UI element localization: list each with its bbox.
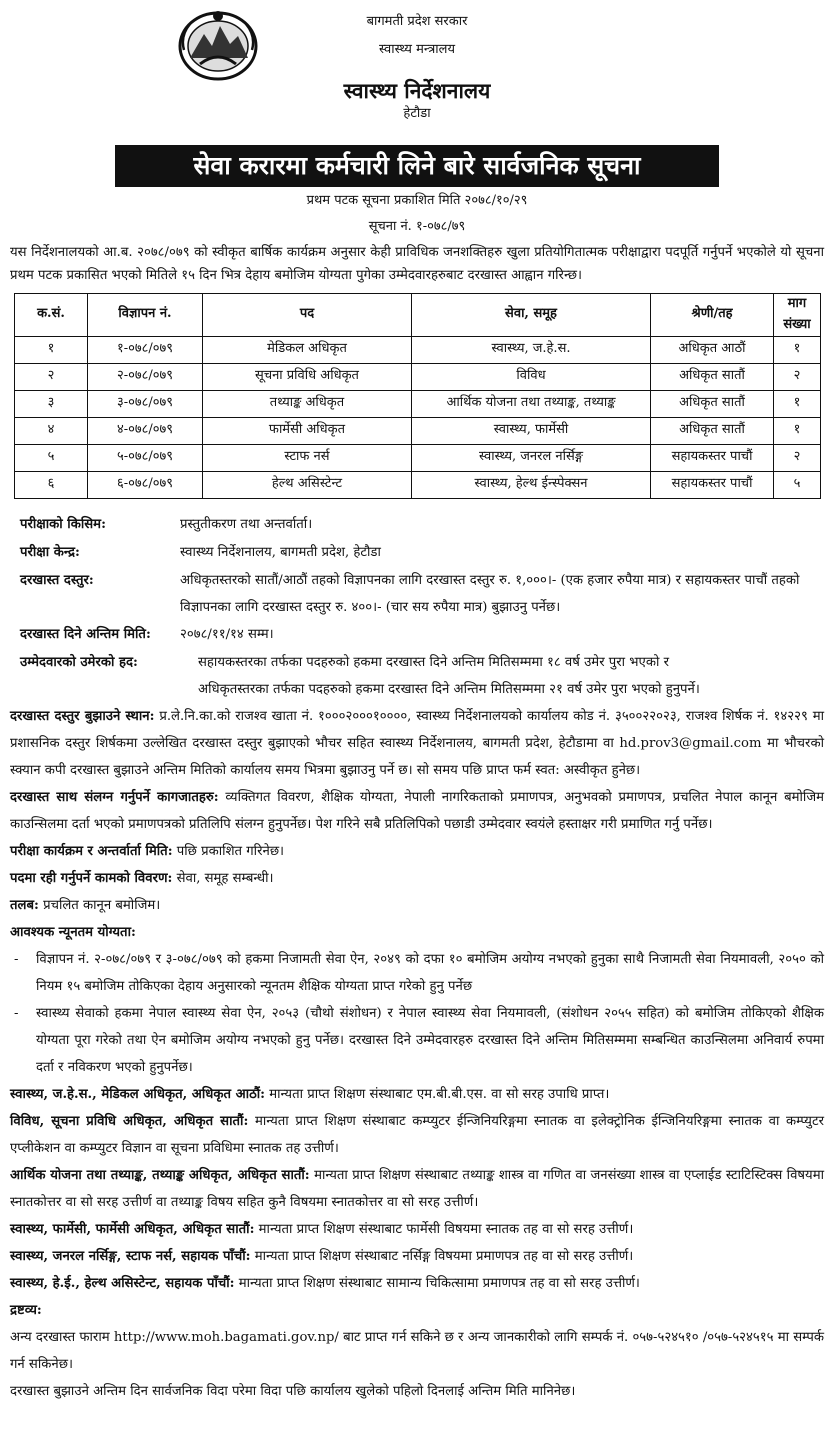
qual-text: मान्यता प्राप्त शिक्षण संस्थाबाट नर्सिङ्ग विषयमा प्रमाणपत्र तह वा सो सरह उत्तीर्ण। xyxy=(254,1248,634,1264)
documents-label: दरखास्त साथ संलग्न गर्नुपर्ने कागजातहरु: xyxy=(10,789,219,805)
bullet-dash-icon: - xyxy=(14,1005,19,1021)
cell-ad-no: ४-०७८/०७९ xyxy=(88,417,203,444)
cell-count: २ xyxy=(774,363,821,390)
schedule-line xyxy=(0,838,834,865)
age-line-officer: अधिकृतस्तरका तर्फका पदहरुको हकमा दरखास्त दिने अन्तिम मितिसम्ममा २१ वर्ष उमेर पुरा भएको हुनुपर्ने। xyxy=(198,681,700,697)
city-name: हेटौडा xyxy=(403,106,431,121)
note-holiday: दरखास्त बुझाउने अन्तिम दिन सार्वजनिक विदा परेमा विदा पछि कार्यालय खुलेको पहिलो दिनलाई अन्तिम मिति मानिनेछ। xyxy=(10,1383,576,1399)
deadline-label: दरखास्त दिने अन्तिम मिति: xyxy=(20,626,151,642)
ministry-name: स्वास्थ्य मन्त्रालय xyxy=(378,42,456,57)
cell-sn: ६ xyxy=(15,471,88,498)
cell-post: मेडिकल अधिकृत xyxy=(203,336,412,363)
payment-label: दरखास्त दस्तुर बुझाउने स्थान: xyxy=(10,708,155,724)
salary-line xyxy=(0,892,834,919)
cell-sn: ४ xyxy=(15,417,88,444)
qual-label: स्वास्थ्य, फार्मेसी, फार्मेसी अधिकृत, अधिकृत सातौं: xyxy=(10,1221,255,1237)
table-row xyxy=(15,336,821,363)
qual-text: मान्यता प्राप्त शिक्षण संस्थाबाट तथ्याङ्क शास्त्र वा गणित वा जनसंख्या शास्त्र वा एप्लाईड स्टाटिस्टिक्स विषयमा स्नातकोत्तर वा सो सरह उत्तीर्ण वा तथ्याङ्क विषय सहित कुनै विषयमा स्नातकोत्तर वा सो सरह उत्तीर्ण। xyxy=(10,1167,824,1210)
cell-sn: २ xyxy=(15,363,88,390)
cell-sn: १ xyxy=(15,336,88,363)
cell-count: ५ xyxy=(774,471,821,498)
department-name: स्वास्थ्य निर्देशनालय xyxy=(343,78,491,103)
fee-value: अधिकृतस्तरको सातौं/आठौं तहको विज्ञापनका लागि दरखास्त दस्तुर रु. १,०००।- (एक हजार रुपैया मात्र) र सहायकस्तर पाचौं तहको विज्ञापनका लागि दरखास्त दस्तुर रु. ४००।- (चार सय रुपैया मात्र) बुझाउनु पर्नेछ। xyxy=(180,572,800,615)
qual-item xyxy=(0,1081,834,1108)
cell-ad-no: ५-०७८/०७९ xyxy=(88,444,203,471)
cell-level: सहायकस्तर पाचौं xyxy=(651,471,774,498)
cell-service: स्वास्थ्य, हेल्थ ईन्स्पेक्सन xyxy=(412,471,651,498)
cell-level: अधिकृत सातौं xyxy=(651,363,774,390)
col-header-sn: क.सं. xyxy=(15,294,88,337)
notice-number: सूचना नं. १-०७८/७९ xyxy=(368,219,466,234)
col-header-service: सेवा, समूह xyxy=(412,294,651,337)
list-item xyxy=(0,1000,834,1081)
table-row xyxy=(15,444,821,471)
bullet-dash-icon: - xyxy=(14,951,19,967)
qual-text: मान्यता प्राप्त शिक्षण संस्थाबाट कम्प्युटर ईन्जिनियरिङ्गमा स्नातक वा इलेक्ट्रोनिक ईन्जिनियरिङ्गमा स्नातक वा कम्प्युटर एप्लीकेशन वा कम्प्युटर विज्ञान वा सूचना प्रविधिमा स्नातक तह उत्तीर्ण। xyxy=(10,1113,824,1156)
cell-count: २ xyxy=(774,444,821,471)
qual-item xyxy=(0,1108,834,1162)
age-label: उम्मेदवारको उमेरको हद: xyxy=(20,654,138,670)
cell-ad-no: ३-०७८/०७९ xyxy=(88,390,203,417)
cell-sn: ३ xyxy=(15,390,88,417)
cell-ad-no: १-०७८/०७९ xyxy=(88,336,203,363)
salary-text: प्रचलित कानून बमोजिम। xyxy=(43,897,161,913)
table-row xyxy=(15,390,821,417)
table-row xyxy=(15,363,821,390)
cell-level: अधिकृत आठौं xyxy=(651,336,774,363)
table-header-row xyxy=(15,294,821,337)
cell-sn: ५ xyxy=(15,444,88,471)
qual-item xyxy=(0,1162,834,1216)
qual-label: स्वास्थ्य, जनरल नर्सिङ्ग, स्टाफ नर्स, सहायक पाँचौं: xyxy=(10,1248,251,1264)
exam-center-label: परीक्षा केन्द्र: xyxy=(20,544,80,560)
exam-type-value: प्रस्तुतीकरण तथा अन्तर्वार्ता। xyxy=(180,516,313,532)
bullet-text: विज्ञापन नं. २-०७८/०७९ र ३-०७८/०७९ को हकमा निजामती सेवा ऐन, २०४९ को दफा १० बमोजिम अयोग्य नभएको हुनुका साथै निजामती सेवा नियमावली, २०५० को नियम १५ बमोजिम तोकिएका देहाय अनुसारको न्यूनतम शैक्षिक योग्यता प्राप्त गरेको हुनु पर्नेछ xyxy=(36,951,824,994)
age-line-assistant: सहायकस्तरका तर्फका पदहरुको हकमा दरखास्त दिने अन्तिम मितिसम्ममा १८ वर्ष उमेर पुरा भएको र xyxy=(198,654,669,670)
documents-text: व्यक्तिगत विवरण, शैक्षिक योग्यता, नेपाली नागरिकताको प्रमाणपत्र, अनुभवको प्रमाणपत्र, प्रचलित नेपाल कानून बमोजिम काउन्सिलमा दर्ता भएको प्रमाणपत्रको प्रतिलिपि संलग्न हुनुपर्नेछ। पेश गरिने सबै प्रतिलिपिको पछाडी उम्मेदवार स्वयंले हस्ताक्षर गरी प्रमाणित गर्नु पर्नेछ। xyxy=(10,789,824,832)
age-row xyxy=(10,649,824,703)
cell-post: हेल्थ असिस्टेन्ट xyxy=(203,471,412,498)
salary-label: तलब: xyxy=(10,897,39,913)
letterhead xyxy=(0,0,834,145)
qual-item xyxy=(0,1270,834,1297)
cell-count: १ xyxy=(774,417,821,444)
cell-level: अधिकृत सातौं xyxy=(651,417,774,444)
notice-banner-title: सेवा करारमा कर्मचारी लिने बारे सार्वजनिक सूचना xyxy=(115,145,719,187)
col-header-level: श्रेणी/तह xyxy=(651,294,774,337)
qualification-heading: आवश्यक न्यूनतम योग्यता: xyxy=(10,924,136,940)
qual-text: मान्यता प्राप्त शिक्षण संस्थाबाट फार्मेसी विषयमा स्नातक तह वा सो सरह उत्तीर्ण। xyxy=(258,1221,634,1237)
cell-post: स्टाफ नर्स xyxy=(203,444,412,471)
exam-type-label: परीक्षाको किसिम: xyxy=(20,516,106,532)
fee-label: दरखास्त दस्तुर: xyxy=(20,572,94,588)
deadline-value: २०७८/११/१४ सम्म। xyxy=(180,626,274,642)
exam-center-row xyxy=(10,539,824,567)
cell-service: स्वास्थ्य, फार्मेसी xyxy=(412,417,651,444)
age-value xyxy=(198,649,824,703)
duties-label: पदमा रही गर्नुपर्ने कामको विवरण: xyxy=(10,870,173,886)
cell-service: विविध xyxy=(412,363,651,390)
list-item xyxy=(0,946,834,1000)
cell-post: सूचना प्रविधि अधिकृत xyxy=(203,363,412,390)
bullet-text: स्वास्थ्य सेवाको हकमा नेपाल स्वास्थ्य सेवा ऐन, २०५३ (चौथो संशोधन) र नेपाल स्वास्थ्य सेवा नियमावली, (संशोधन २०५५ सहित) को बमोजिम तोकिएको शैक्षिक योग्यता पूरा गरेको तथा ऐन बमोजिम अयोग्य नभएको हुनु पर्नेछ। दरखास्त दिने उम्मेदवारहरु दरखास्त दिने अन्तिम मितिसम्ममा सम्बन्धित काउन्सिलमा अनिवार्य रुपमा दर्ता र नविकरण भएको हुनुपर्नेछ। xyxy=(36,1005,824,1075)
fee-row xyxy=(10,567,824,621)
cell-level: सहायकस्तर पाचौं xyxy=(651,444,774,471)
government-name: बागमती प्रदेश सरकार xyxy=(366,14,468,29)
exam-details xyxy=(0,511,834,703)
table-row xyxy=(15,471,821,498)
qual-label: आर्थिक योजना तथा तथ्याङ्क, तथ्याङ्क अधिकृत, अधिकृत सातौं: xyxy=(10,1167,310,1183)
cell-service: स्वास्थ्य, जनरल नर्सिङ्ग xyxy=(412,444,651,471)
exam-center-value: स्वास्थ्य निर्देशनालय, बागमती प्रदेश, हेटौडा xyxy=(180,544,381,560)
vacancy-table xyxy=(14,293,821,499)
col-header-post: पद xyxy=(203,294,412,337)
cell-ad-no: ६-०७८/०७९ xyxy=(88,471,203,498)
cell-count: १ xyxy=(774,336,821,363)
note-contact: अन्य दरखास्त फाराम http://www.moh.bagamati.gov.np/ बाट प्राप्त गर्न सकिने छ र अन्य जानकारीको लागि सम्पर्क नं. ०५७-५२४५१० /०५७-५२४५१५ मा सम्पर्क गर्न सकिनेछ। xyxy=(10,1329,824,1372)
qual-item xyxy=(0,1243,834,1270)
qual-text: मान्यता प्राप्त शिक्षण संस्थाबाट सामान्य चिकित्सामा प्रमाणपत्र तह वा सो सरह उत्तीर्ण। xyxy=(238,1275,640,1291)
cell-count: १ xyxy=(774,390,821,417)
duties-line xyxy=(0,865,834,892)
qual-label: विविध, सूचना प्रविधि अधिकृत, अधिकृत सातौं: xyxy=(10,1113,249,1129)
exam-type-row xyxy=(10,511,824,539)
col-header-count: माग संख्या xyxy=(774,294,821,337)
cell-level: अधिकृत सातौं xyxy=(651,390,774,417)
col-header-ad-no: विज्ञापन नं. xyxy=(88,294,203,337)
cell-post: तथ्याङ्क अधिकृत xyxy=(203,390,412,417)
table-row xyxy=(15,417,821,444)
qual-label: स्वास्थ्य, ज.हे.स., मेडिकल अधिकृत, अधिकृत आठौं: xyxy=(10,1086,266,1102)
cell-ad-no: २-०७८/०७९ xyxy=(88,363,203,390)
schedule-text: पछि प्रकाशित गरिनेछ। xyxy=(176,843,285,859)
qual-text: मान्यता प्राप्त शिक्षण संस्थाबाट एम.बी.बी.एस. वा सो सरह उपाधि प्राप्त। xyxy=(269,1086,610,1102)
duties-text: सेवा, समूह सम्बन्धी। xyxy=(176,870,274,886)
first-published-date: प्रथम पटक सूचना प्रकाशित मिति २०७८/१०/२९ xyxy=(306,193,528,208)
cell-service: आर्थिक योजना तथा तथ्याङ्क, तथ्याङ्क xyxy=(412,390,651,417)
deadline-row xyxy=(10,621,824,649)
qual-item xyxy=(0,1216,834,1243)
payment-text: प्र.ले.नि.का.को राजश्व खाता नं. १०००२०००१००००, स्वास्थ्य निर्देशनालयको कार्यालय कोड नं. ३५००२२०२३, राजश्व शिर्षक नं. १४२२९ मा प्रशासनिक दस्तुर शिर्षकमा उल्लेखित दरखास्त दस्तुर बुझाएको भौचर सहित स्वास्थ्य निर्देशनालय, बागमती प्रदेश, हेटौडामा वा hd.prov3@gmail.com मा भौचरको स्क्यान कपी दरखास्त बुझाउने अन्तिम मितिको कार्यालय समय भित्रमा बुझाउनु पर्ने छ। सो समय पछि प्राप्त फर्म स्वत: अस्वीकृत हुनेछ। xyxy=(10,708,824,778)
payment-paragraph xyxy=(0,703,834,784)
cell-post: फार्मेसी अधिकृत xyxy=(203,417,412,444)
documents-paragraph xyxy=(0,784,834,838)
qual-label: स्वास्थ्य, हे.ई., हेल्थ असिस्टेन्ट, सहायक पाँचौं: xyxy=(10,1275,235,1291)
note-heading: द्रष्टव्य: xyxy=(10,1302,42,1318)
cell-service: स्वास्थ्य, ज.हे.स. xyxy=(412,336,651,363)
intro-paragraph: यस निर्देशनालयको आ.ब. २०७८/०७९ को स्वीकृत बार्षिक कार्यक्रम अनुसार केही प्राविधिक जनशक्तिहरु खुला प्रतियोगितात्मक परीक्षाद्वारा पदपूर्ति गर्नुपर्ने भएकोले यो सूचना प्रथम पटक प्रकासित भएको मितिले १५ दिन भित्र देहाय बमोजिम योग्यता पुगेका उम्मेदवारहरुबाट दरखास्त आह्वान गरिन्छ। xyxy=(10,245,824,283)
schedule-label: परीक्षा कार्यक्रम र अन्तर्वार्ता मिति: xyxy=(10,843,173,859)
